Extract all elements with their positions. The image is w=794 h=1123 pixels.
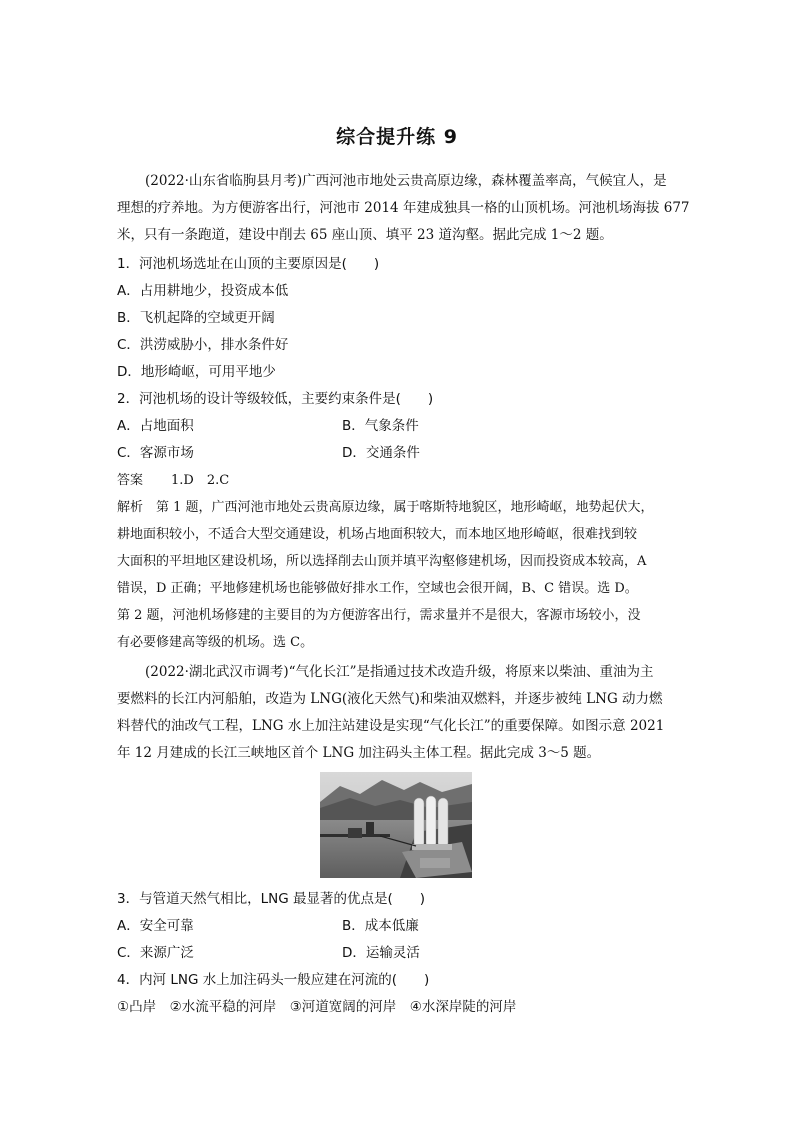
passage-1 bbox=[117, 168, 690, 249]
question-2-option-c: C．客源市场 bbox=[117, 445, 194, 461]
question-2 bbox=[117, 386, 679, 467]
passage-1-line: 理想的疗养地。为方便游客出行，河池市 2014 年建成独具一格的山顶机场。河池机场海拔 677 bbox=[117, 200, 690, 216]
question-2-option-d: D．交通条件 bbox=[342, 445, 420, 461]
page-title: 综合提升练 9 bbox=[336, 126, 458, 148]
question-1 bbox=[117, 251, 679, 386]
lng-terminal-photo bbox=[320, 772, 472, 878]
question-4 bbox=[117, 967, 679, 1021]
passage-2 bbox=[117, 659, 679, 767]
passage-1-line: 米，只有一条跑道，建设中削去 65 座山顶、填平 23 道沟壑。据此完成 1～2 题。 bbox=[117, 227, 613, 243]
passage-2-line: 要燃料的长江内河船舶，改造为 LNG(液化天然气)和柴油双燃料，并逐步被纯 LNG 动力燃 bbox=[117, 691, 663, 707]
analysis-line: 第 2 题，河池机场修建的主要目的为方便游客出行，需求量并不是很大，客源市场较小，没 bbox=[117, 608, 641, 623]
question-3-stem: 3．与管道天然气相比，LNG 最显著的优点是( ) bbox=[117, 891, 425, 907]
answer bbox=[117, 467, 679, 494]
question-1-option-d: D．地形崎岖，可用平地少 bbox=[117, 364, 276, 380]
analysis bbox=[117, 494, 679, 656]
passage-2-line: 年 12 月建成的长江三峡地区首个 LNG 加注码头主体工程。据此完成 3～5 题。 bbox=[117, 745, 601, 761]
analysis-line: 解析 第 1 题，广西河池市地处云贵高原边缘，属于喀斯特地貌区，地形崎岖，地势起伏大， bbox=[117, 500, 654, 515]
question-3-option-d: D．运输灵活 bbox=[342, 945, 420, 961]
question-2-options-row bbox=[117, 440, 679, 467]
analysis-line: 错误，D 正确；平地修建机场也能够做好排水工作，空域也会很开阔，B、C 错误。选 D。 bbox=[117, 581, 638, 596]
question-4-choices: ①凸岸 ②水流平稳的河岸 ③河道宽阔的河岸 ④水深岸陡的河岸 bbox=[117, 999, 517, 1015]
question-3-option-a: A．安全可靠 bbox=[117, 918, 194, 934]
analysis-line: 大面积的平坦地区建设机场，所以选择削去山顶并填平沟壑修建机场，因而投资成本较高，A bbox=[117, 554, 647, 569]
passage-2-line: (2022·湖北武汉市调考)“气化长江”是指通过技术改造升级，将原来以柴油、重油为主 bbox=[145, 664, 654, 680]
question-4-stem: 4．内河 LNG 水上加注码头一般应建在河流的( ) bbox=[117, 972, 430, 988]
answer-label: 答案 bbox=[117, 473, 144, 488]
question-1-stem: 1．河池机场选址在山顶的主要原因是( ) bbox=[117, 256, 380, 272]
passage-1-line: (2022·山东省临朐县月考)广西河池市地处云贵高原边缘，森林覆盖率高，气候宜人，是 bbox=[145, 173, 667, 189]
question-1-option-a: A．占用耕地少，投资成本低 bbox=[117, 283, 289, 299]
question-2-option-b: B．气象条件 bbox=[342, 418, 419, 434]
passage-2-line: 料替代的油改气工程，LNG 水上加注站建设是实现“气化长江”的重要保障。如图示意 2021 bbox=[117, 718, 665, 734]
question-3-option-b: B．成本低廉 bbox=[342, 918, 419, 934]
question-3-options-row bbox=[117, 913, 679, 940]
analysis-line: 有必要修建高等级的机场。选 C。 bbox=[117, 635, 314, 650]
question-3-option-c: C．来源广泛 bbox=[117, 945, 194, 961]
answer-value: 1.D 2.C bbox=[171, 473, 230, 488]
question-2-stem: 2．河池机场的设计等级较低，主要约束条件是( ) bbox=[117, 391, 434, 407]
question-3 bbox=[117, 886, 679, 967]
question-3-options-row bbox=[117, 940, 679, 967]
analysis-line: 耕地面积较小，不适合大型交通建设，机场占地面积较大，而本地区地形崎岖，很难找到较 bbox=[117, 527, 638, 542]
lng-terminal-illustration bbox=[320, 772, 472, 878]
question-2-option-a: A．占地面积 bbox=[117, 418, 194, 434]
question-1-option-b: B．飞机起降的空域更开阔 bbox=[117, 310, 275, 326]
question-2-options-row bbox=[117, 413, 679, 440]
question-1-option-c: C．洪涝威胁小，排水条件好 bbox=[117, 337, 289, 353]
